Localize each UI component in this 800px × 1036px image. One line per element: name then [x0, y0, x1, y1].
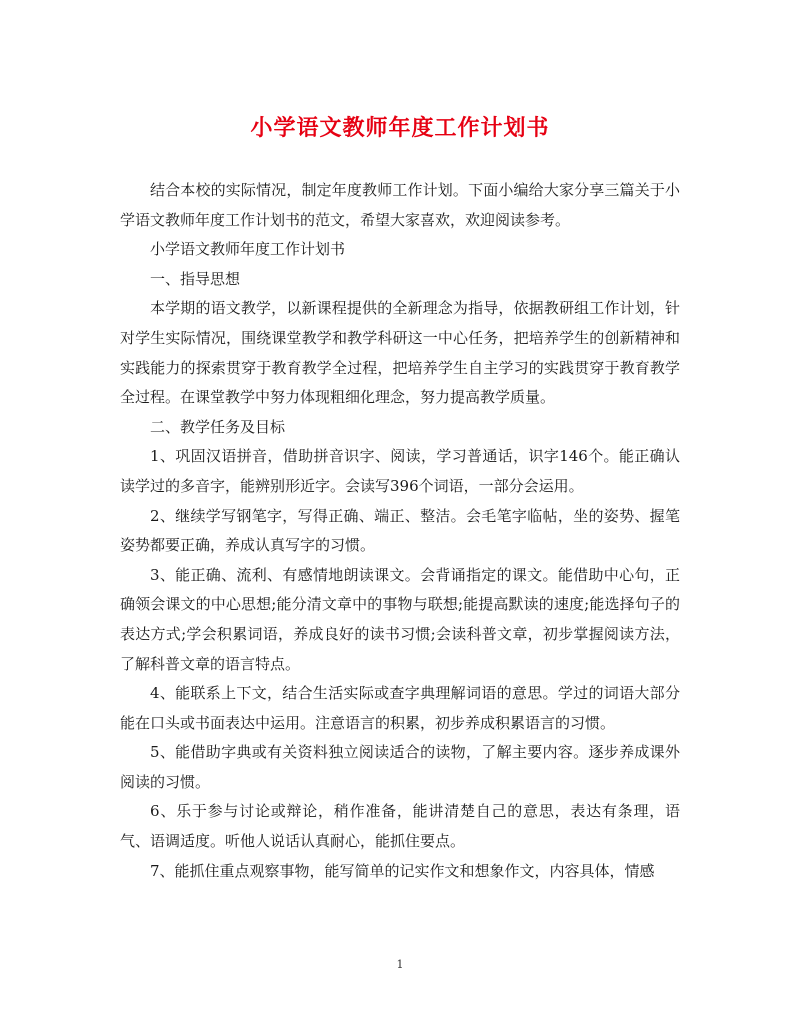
- paragraph-subtitle: 小学语文教师年度工作计划书: [150, 240, 346, 259]
- section-heading-teaching-tasks: 二、教学任务及目标: [150, 417, 286, 436]
- list-item-goal-2: 2、继续学写钢笔字，写得正确、端正、整洁。会毛笔字临帖，坐的姿势、握笔姿势都要正确，养成认真写字的习惯。: [120, 506, 680, 555]
- section-heading-guiding-ideology: 一、指导思想: [150, 269, 241, 288]
- paragraph-guiding-ideology: 本学期的语文教学，以新课程提供的全新理念为指导，依据教研组工作计划，针对学生实际情况，围绕课堂教学和教学科研这一中心任务，把培养学生的创新精神和实践能力的探索贯穿于教育教学全过程，把培养学生自主学习的实践贯穿于教育教学全过程。在课堂教学中努力体现粗细化理念，努力提高教学质量。: [120, 299, 680, 407]
- list-item-goal-6: 6、乐于参与讨论或辩论，稍作准备，能讲清楚自己的意思，表达有条理，语气、语调适度。听他人说话认真耐心，能抓住要点。: [120, 802, 680, 851]
- list-item-goal-4: 4、能联系上下文，结合生活实际或查字典理解词语的意思。学过的词语大部分能在口头或书面表达中运用。注意语言的积累，初步养成积累语言的习惯。: [120, 684, 680, 732]
- paragraph-intro: 结合本校的实际情况，制定年度教师工作计划。下面小编给大家分享三篇关于小学语文教师年度工作计划书的范文，希望大家喜欢，欢迎阅读参考。: [120, 181, 680, 229]
- list-item-goal-7: 7、能抓住重点观察事物，能写简单的记实作文和想象作文，内容具体，情感: [150, 861, 655, 880]
- list-item-goal-1: 1、巩固汉语拼音，借助拼音识字、阅读，学习普通话，识字146个。能正确认读学过的多音字，能辨别形近字。会读写396个词语，一部分会运用。: [120, 447, 680, 495]
- list-item-goal-5: 5、能借助字典或有关资料独立阅读适合的读物，了解主要内容。逐步养成课外阅读的习惯。: [120, 743, 680, 791]
- document-title: 小学语文教师年度工作计划书: [250, 115, 550, 141]
- page-number: 1: [396, 958, 404, 971]
- document-body: [120, 176, 680, 886]
- list-item-goal-3: 3、能正确、流利、有感情地朗读课文。会背诵指定的课文。能借助中心句，正确领会课文的中心思想;能分清文章中的事物与联想;能提高默读的速度;能选择句子的表达方式;学会积累词语，养成良好的读书习惯;会读科普文章，初步掌握阅读方法，了解科普文章的语言特点。: [120, 565, 680, 673]
